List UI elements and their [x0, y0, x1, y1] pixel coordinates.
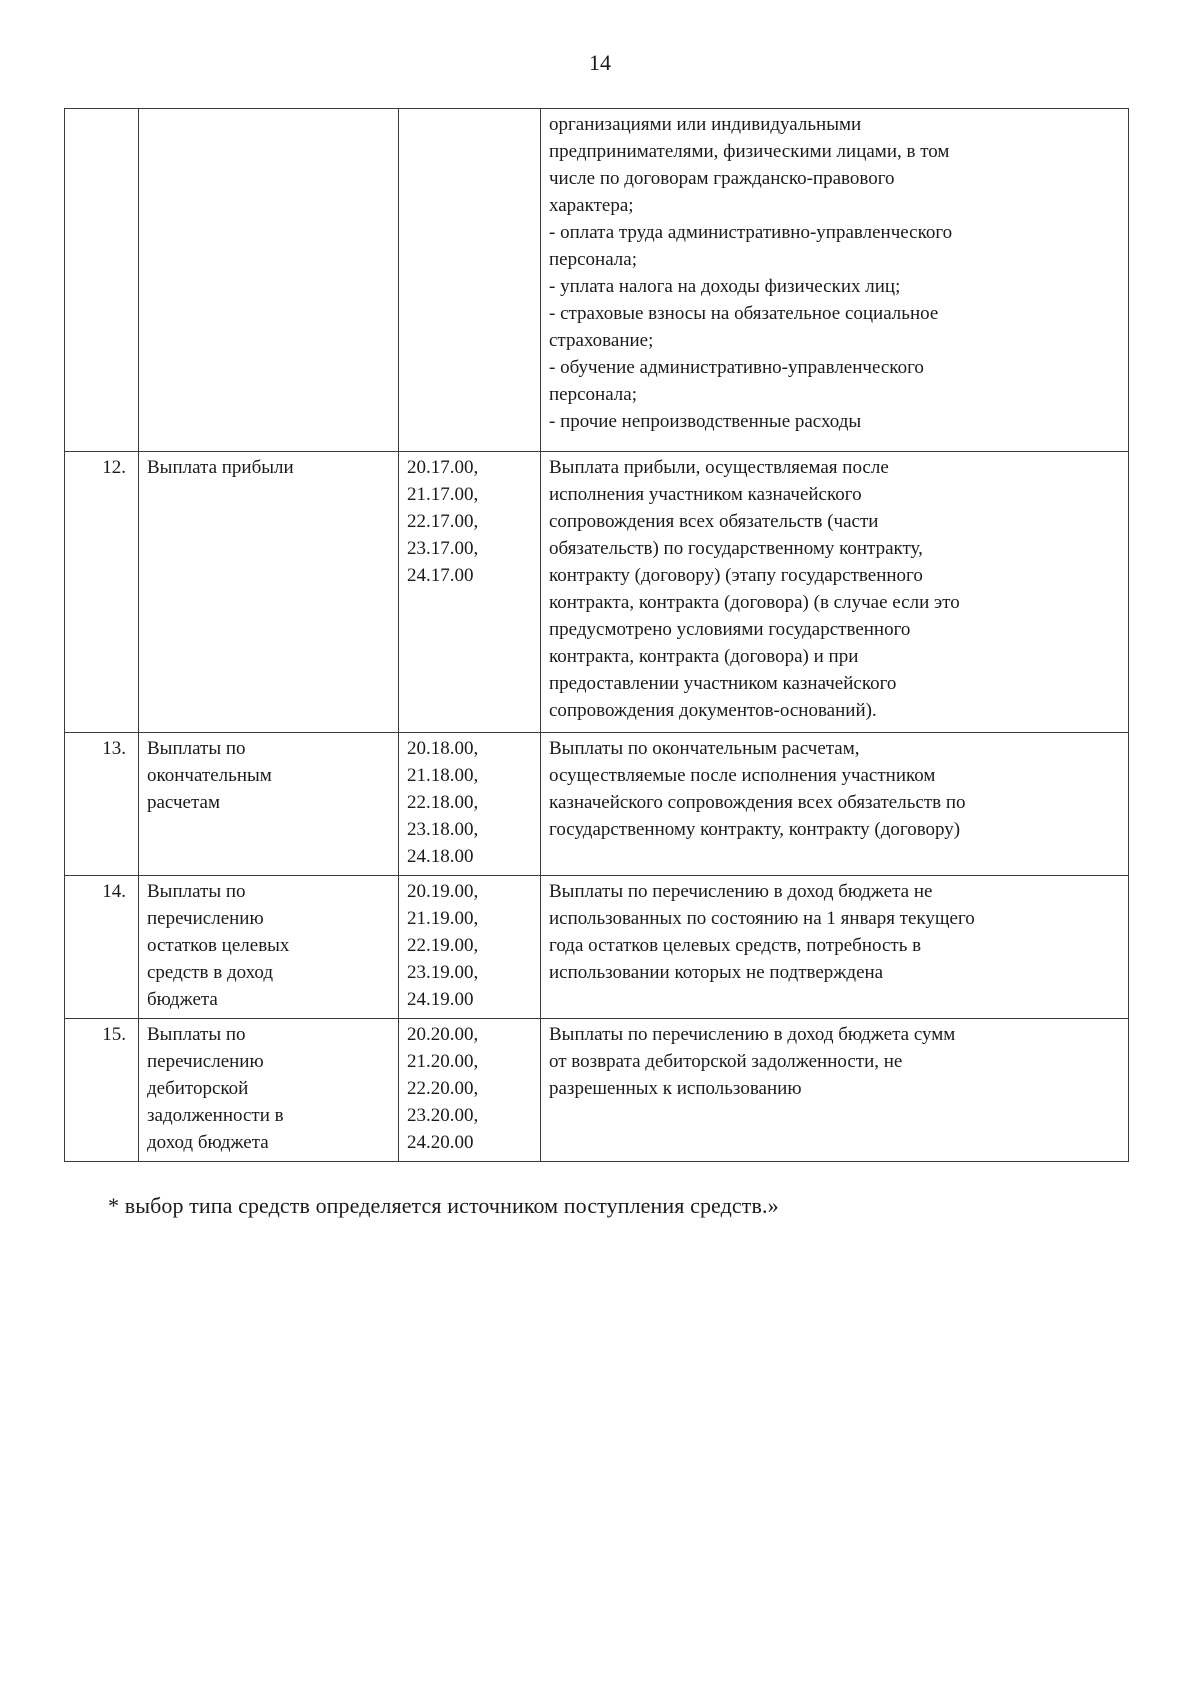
payment-description-cell: Выплата прибыли, осуществляемая после исполнения участником казначейского сопровождения всех обязательств (части обязательств) по государственному контракту, контракту (договору) (этапу государственного контракта, контракта (договора) (в случае если это предусмотрено условиями государственного контракта, контракта (договора) и при предоставлении участником казначейского сопровождения документов-оснований).	[541, 452, 1129, 733]
payment-name-cell: Выплаты по окончательным расчетам	[139, 733, 399, 876]
table-row	[65, 733, 1129, 876]
payment-codes-cell: 20.20.00, 21.20.00, 22.20.00, 23.20.00, 24.20.00	[399, 1019, 541, 1162]
row-number-cell: 14.	[65, 876, 139, 1019]
payments-table	[64, 108, 1129, 1162]
payment-description-cell: Выплаты по перечислению в доход бюджета не использованных по состоянию на 1 января текущего года остатков целевых средств, потребность в использовании которых не подтверждена	[541, 876, 1129, 1019]
table-row	[65, 876, 1129, 1019]
payment-description-cell: Выплаты по окончательным расчетам, осуществляемые после исполнения участником казначейского сопровождения всех обязательств по государственному контракту, контракту (договору)	[541, 733, 1129, 876]
table-row	[65, 1019, 1129, 1162]
row-number-cell: 13.	[65, 733, 139, 876]
payment-name-cell: Выплата прибыли	[139, 452, 399, 733]
page-number: 14	[589, 50, 611, 75]
payment-name-cell	[139, 109, 399, 452]
row-number-cell	[65, 109, 139, 452]
table-row	[65, 109, 1129, 452]
payment-codes-cell	[399, 109, 541, 452]
payment-codes-cell: 20.18.00, 21.18.00, 22.18.00, 23.18.00, 24.18.00	[399, 733, 541, 876]
row-number-cell: 12.	[65, 452, 139, 733]
payment-description-cell: организациями или индивидуальными предпринимателями, физическими лицами, в том числе по договорам гражданско-правового характера; - оплата труда административно-управленческого персонала; - уплата налога на доходы физических лиц; - страховые взносы на обязательное социальное страхование; - обучение административно-управленческого персонала; - прочие непроизводственные расходы	[541, 109, 1129, 452]
payment-codes-cell: 20.17.00, 21.17.00, 22.17.00, 23.17.00, 24.17.00	[399, 452, 541, 733]
payment-description-cell: Выплаты по перечислению в доход бюджета сумм от возврата дебиторской задолженности, не разрешенных к использованию	[541, 1019, 1129, 1162]
row-number-cell: 15.	[65, 1019, 139, 1162]
payment-codes-cell: 20.19.00, 21.19.00, 22.19.00, 23.19.00, 24.19.00	[399, 876, 541, 1019]
footnote: * выбор типа средств определяется источником поступления средств.»	[108, 1193, 779, 1218]
payment-name-cell: Выплаты по перечислению дебиторской задолженности в доход бюджета	[139, 1019, 399, 1162]
payment-name-cell: Выплаты по перечислению остатков целевых средств в доход бюджета	[139, 876, 399, 1019]
table-row	[65, 452, 1129, 733]
